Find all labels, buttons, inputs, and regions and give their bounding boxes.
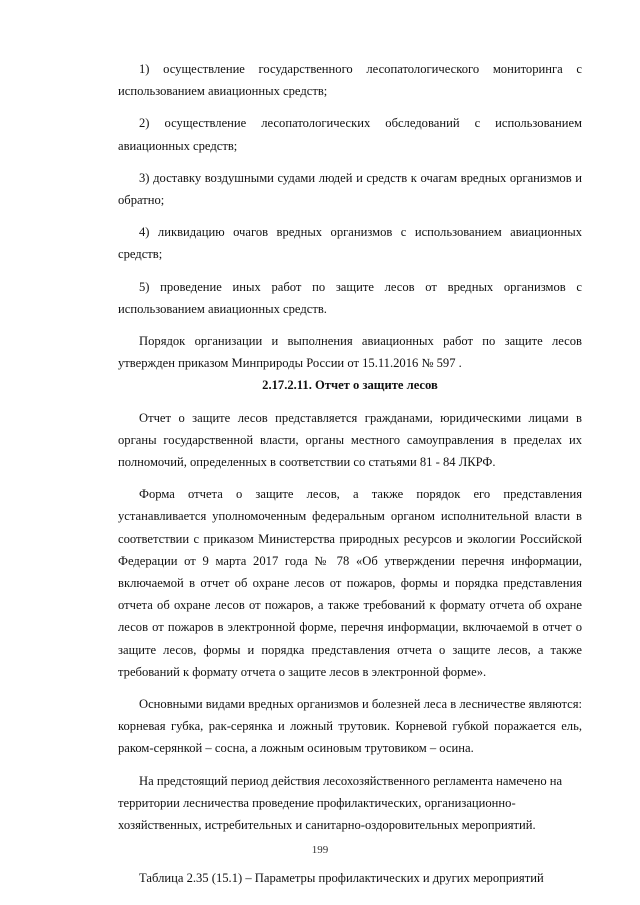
table-caption: Таблица 2.35 (15.1) – Параметры профилактических и других мероприятий xyxy=(139,871,544,886)
section-heading: 2.17.2.11. Отчет о защите лесов xyxy=(262,378,438,393)
list-item-aircraft-delivery: 3) доставку воздушными судами людей и средств к очагам вредных организмов и обратно; xyxy=(118,170,582,208)
list-item-aviation-surveys: 2) осуществление лесопатологических обследований с использованием авиационных средств; xyxy=(118,116,582,153)
list-item-aviation-monitoring: 1) осуществление государственного лесопатологического мониторинга с использованием авиационных средств; xyxy=(118,62,582,99)
page-content xyxy=(118,58,582,890)
paragraph-pests-diseases: Основными видами вредных организмов и болезней леса в лесничестве являются: корневая губка, рак-серянка и ложный трутовик. Корневой губкой поражается ель, раком-серянкой – сосна, а ложным осиновым трутовиком – осина. xyxy=(118,697,583,756)
list-item-other-works: 5) проведение иных работ по защите лесов от вредных организмов с использованием авиационных средств. xyxy=(118,279,582,316)
paragraph-aviation-order: Порядок организации и выполнения авиационных работ по защите лесов утвержден приказом Минприроды России от 15.11.2016 № 597 . xyxy=(118,334,582,371)
list-item-pest-elimination: 4) ликвидацию очагов вредных организмов с использованием авиационных средств; xyxy=(118,225,582,262)
paragraph-report-submission: Отчет о защите лесов представляется гражданами, юридическими лицами в органы государственной власти, органы местного самоуправления в пределах их полномочий, определенных в соответствии со статьями 81 - 84 ЛКРФ. xyxy=(118,410,582,470)
page-number: 199 xyxy=(311,844,329,856)
paragraph-planned-measures: На предстоящий период действия лесохозяйственного регламента намечено на территории лесничества проведение профилактических, организационно-хозяйственных, истребительных и санитарно-оздоровительных мероприятий. xyxy=(118,773,563,833)
paragraph-report-form: Форма отчета о защите лесов, а также порядок его представления устанавливается уполномоченным федеральным органом исполнительной власти в соответствии с приказом Министерства природных ресурсов и экологии Российской Федерации от 9 марта 2017 года № 78 «Об утверждении перечня информации, включаемой в отчет об охране лесов от пожаров, формы и порядка представления отчета об охране лесов от пожаров, а также требований к формату отчета об охране лесов от пожаров в электронной форме, перечня информации, включаемой в отчет о защите лесов, формы и порядка представления отчета о защите лесов, а также требований к формату отчета о защите лесов в электронной форме». xyxy=(118,487,582,679)
